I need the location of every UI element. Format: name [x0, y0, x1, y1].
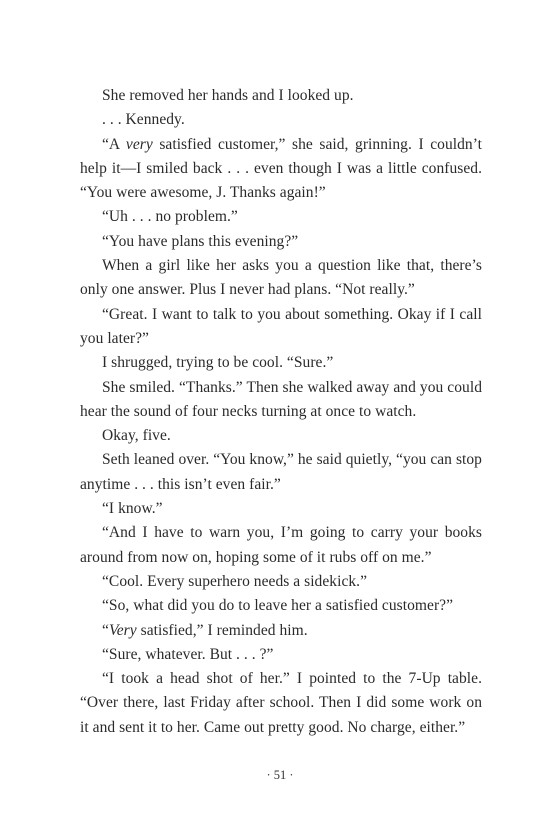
text-run: “A [102, 135, 126, 153]
text-run: “Uh . . . no problem.” [102, 208, 238, 226]
text-run: When a girl like her asks you a question like that, there’s only one answer. Plus I never had plans. “Not really.” [80, 257, 482, 299]
text-run: “Cool. Every superhero needs a sidekick.” [102, 572, 368, 590]
text-run: She smiled. “Thanks.” Then she walked away and you could hear the sound of four necks turning at once to watch. [80, 378, 482, 420]
text-run: “I took a head shot of her.” I pointed to the 7-Up table. “Over there, last Friday after school. Then I did some work on it and sent it to her. Came out pretty good. No charge, either.” [80, 670, 482, 736]
paragraph [80, 254, 482, 303]
text-run: “ [102, 621, 109, 639]
text-run: “Sure, whatever. But . . . ?” [102, 645, 274, 663]
text-run: “I know.” [102, 500, 163, 518]
paragraph [80, 205, 482, 229]
paragraph [80, 351, 482, 375]
paragraph [80, 619, 482, 643]
text-run: “So, what did you do to leave her a satisfied customer?” [102, 597, 454, 615]
text-run: . . . Kennedy. [102, 111, 185, 129]
paragraph [80, 133, 482, 206]
paragraph [80, 521, 482, 570]
paragraph [80, 108, 482, 132]
italic-text: Very [108, 621, 137, 639]
text-run: Seth leaned over. “You know,” he said quietly, “you can stop anytime . . . this isn’t even fair.” [80, 451, 482, 493]
paragraph [80, 303, 482, 352]
paragraph [80, 230, 482, 254]
paragraph [80, 84, 482, 108]
paragraph [80, 643, 482, 667]
text-run: I shrugged, trying to be cool. “Sure.” [102, 354, 334, 372]
text-run: “And I have to warn you, I’m going to carry your books around from now on, hoping some of it rubs off on me.” [80, 524, 482, 566]
text-run: She removed her hands and I looked up. [102, 87, 354, 104]
page-number: · 51 · [266, 768, 294, 782]
paragraph [80, 570, 482, 594]
text-run: satisfied customer,” she said, grinning. I couldn’t help it—I smiled back . . . even though I was a little confused. “You were awesome, J. Thanks again!” [80, 135, 482, 202]
paragraph [80, 594, 482, 618]
page-text [80, 84, 482, 740]
paragraph [80, 497, 482, 521]
italic-text: very [125, 135, 153, 153]
text-run: “Great. I want to talk to you about something. Okay if I call you later?” [80, 305, 482, 347]
text-run: satisfied,” I reminded him. [136, 621, 308, 639]
paragraph [80, 376, 482, 425]
text-run: “You have plans this evening?” [102, 232, 299, 250]
text-run: Okay, five. [102, 427, 171, 445]
paragraph [80, 424, 482, 448]
paragraph [80, 448, 482, 497]
paragraph [80, 667, 482, 740]
